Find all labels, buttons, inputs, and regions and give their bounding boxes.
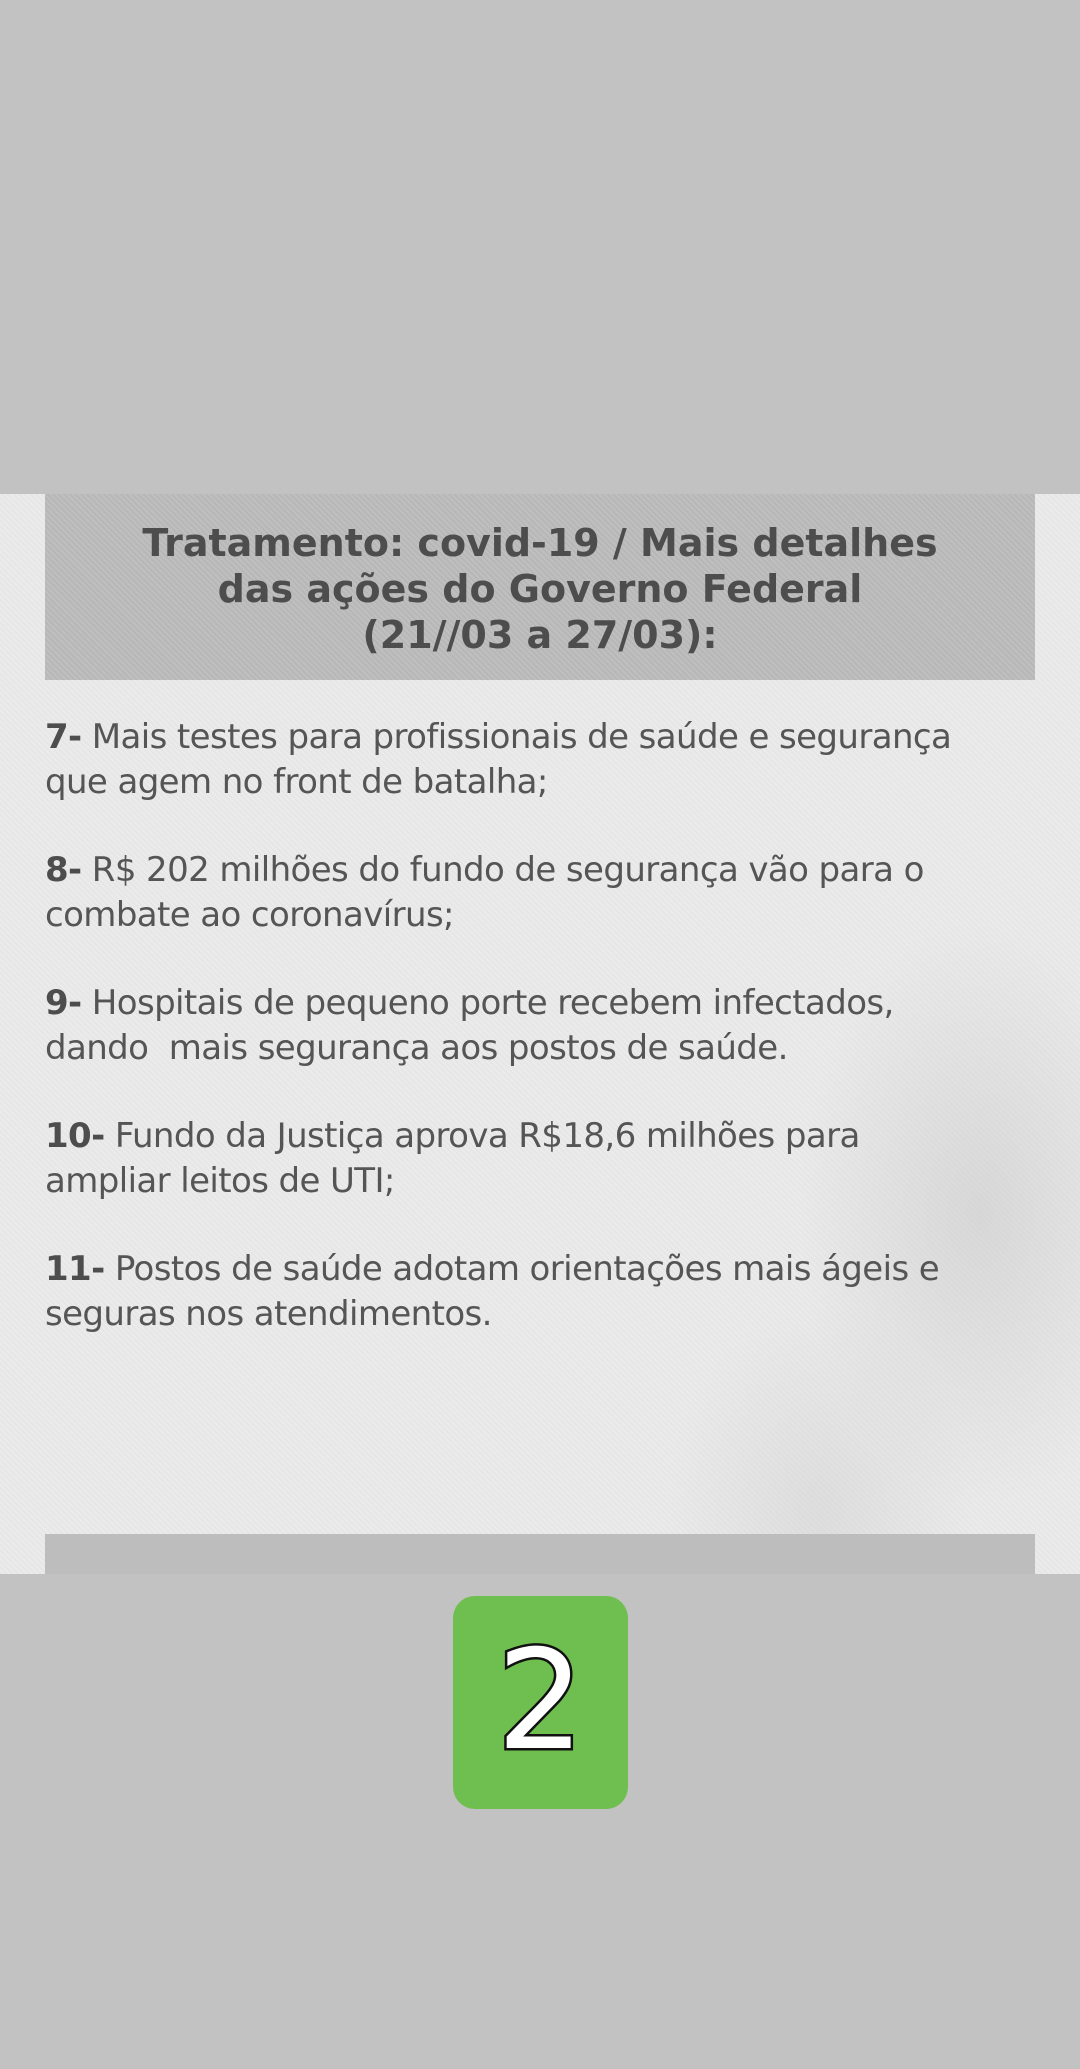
item-number: 7- [45, 717, 82, 757]
title-line-3: (21//03 a 27/03): [362, 613, 718, 657]
title-line-2: das ações do Governo Federal [217, 567, 863, 611]
item-text: Fundo da Justiça aprova R$18,6 milhões para [114, 1116, 860, 1156]
post-card [0, 494, 1080, 1574]
title-line-1: Tratamento: covid-19 / Mais detalhes [142, 521, 938, 565]
list-item-11 [45, 1247, 1035, 1337]
item-text: Mais testes para profissionais de saúde e segurança [91, 717, 952, 757]
action-list [45, 715, 1035, 1380]
item-text-continued: dando mais segurança aos postos de saúde. [45, 1028, 788, 1068]
item-text: Postos de saúde adotam orientações mais ágeis e [114, 1249, 940, 1289]
item-number: 11- [45, 1249, 105, 1289]
item-number: 10- [45, 1116, 105, 1156]
item-text-continued: seguras nos atendimentos. [45, 1294, 492, 1334]
title-banner [45, 494, 1035, 680]
item-text-continued: que agem no front de batalha; [45, 762, 548, 802]
page-number-label: 2 [496, 1619, 585, 1781]
list-item-8 [45, 848, 1035, 938]
list-item-10 [45, 1114, 1035, 1204]
page-number-badge [453, 1596, 628, 1809]
item-text: Hospitais de pequeno porte recebem infectados, [91, 983, 894, 1023]
list-item-9 [45, 981, 1035, 1071]
item-number: 9- [45, 983, 82, 1023]
list-item-7 [45, 715, 1035, 805]
item-number: 8- [45, 850, 82, 890]
footer-banner [45, 1534, 1035, 1574]
item-text: R$ 202 milhões do fundo de segurança vão para o [91, 850, 924, 890]
item-text-continued: combate ao coronavírus; [45, 895, 454, 935]
item-text-continued: ampliar leitos de UTI; [45, 1161, 395, 1201]
